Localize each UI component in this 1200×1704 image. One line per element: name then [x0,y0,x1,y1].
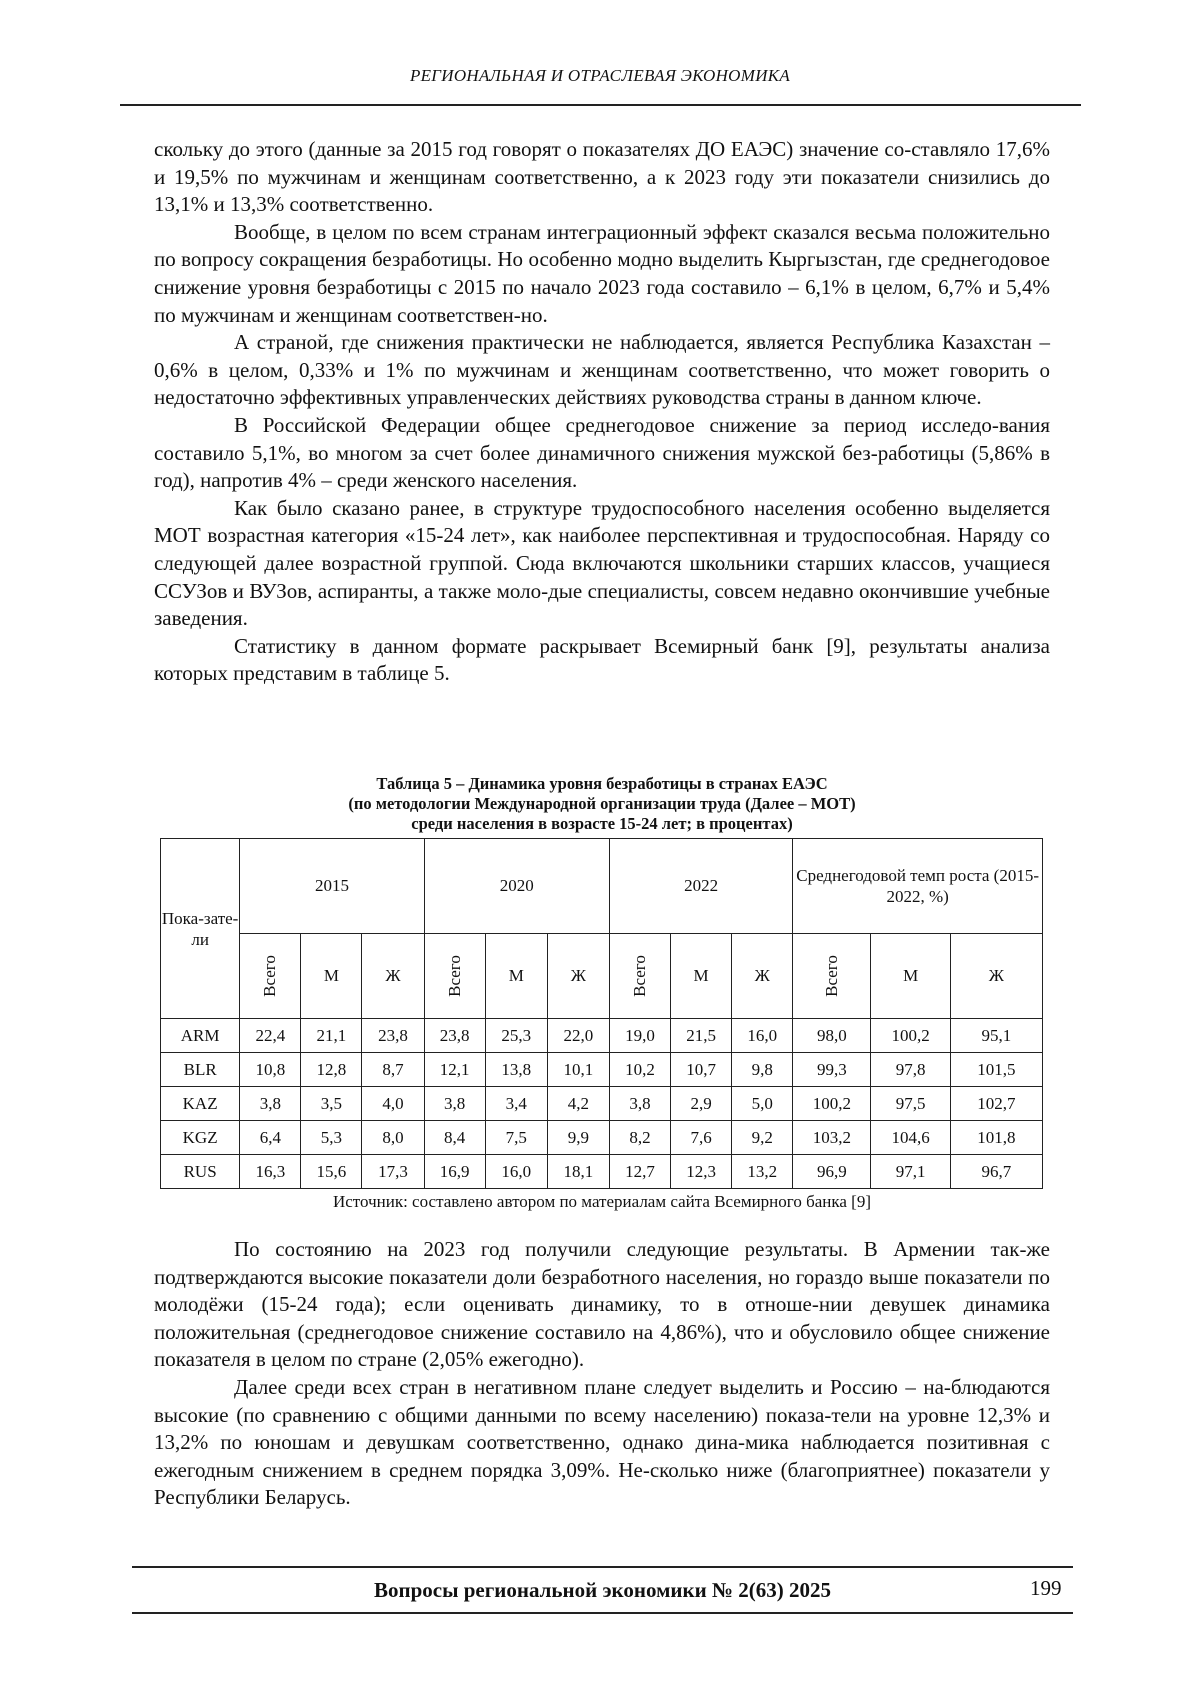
table-row [161,1053,1043,1087]
value-cell: 8,0 [362,1121,424,1155]
value-cell: 12,7 [610,1155,671,1189]
footer-rule [132,1612,1073,1614]
value-cell: 19,0 [610,1019,671,1053]
value-cell: 16,3 [240,1155,301,1189]
country-cell: BLR [161,1053,240,1087]
value-cell: 18,1 [547,1155,609,1189]
journal-title: Вопросы региональной экономики № 2(63) 2025 [373,1578,832,1602]
value-cell: 4,0 [362,1087,424,1121]
value-cell: 2,9 [671,1087,732,1121]
value-cell: 21,1 [301,1019,362,1053]
value-cell: 3,5 [301,1087,362,1121]
value-cell: 102,7 [950,1087,1042,1121]
table-row [161,1121,1043,1155]
value-cell: 103,2 [793,1121,871,1155]
country-cell: KGZ [161,1121,240,1155]
value-cell: 97,8 [871,1053,950,1087]
sub-header-male: М [871,934,950,1019]
sub-header-male: М [301,934,362,1019]
value-cell: 15,6 [301,1155,362,1189]
value-cell: 99,3 [793,1053,871,1087]
value-cell: 9,2 [732,1121,793,1155]
value-cell: 9,9 [547,1121,609,1155]
running-header: РЕГИОНАЛЬНАЯ И ОТРАСЛЕВАЯ ЭКОНОМИКА [409,66,791,85]
country-cell: ARM [161,1019,240,1053]
table-caption-line: среди населения в возрасте 15-24 лет; в процентах) [411,814,793,833]
value-cell: 95,1 [950,1019,1042,1053]
value-cell: 16,0 [485,1155,547,1189]
paragraph: Как было сказано ранее, в структуре трудоспособного населения особенно выделяется МОТ возрастная категория «15-24 лет», как наиболее перспективная и трудоспособная. Наряду со следующей далее возрастной группой. Сюда включаются школьники старших классов, учащиеся ССУЗов и ВУЗов, аспиранты, а также моло-дые специалисты, совсем недавно окончившие учебные заведения. [154,495,1050,631]
value-cell: 22,0 [547,1019,609,1053]
value-cell: 7,6 [671,1121,732,1155]
table-caption-line: Таблица 5 – Динамика уровня безработицы в странах ЕАЭС [376,774,828,793]
value-cell: 6,4 [240,1121,301,1155]
value-cell: 3,8 [610,1087,671,1121]
value-cell: 17,3 [362,1155,424,1189]
value-cell: 21,5 [671,1019,732,1053]
sub-header-female: Ж [732,934,793,1019]
year-header: 2015 [240,839,424,934]
value-cell: 3,8 [240,1087,301,1121]
value-cell: 101,5 [950,1053,1042,1087]
paragraph: Далее среди всех стран в негативном плане следует выделить и Россию – на-блюдаются высокие (по сравнению с общими данными по всему населению) показа-тели на уровне 12,3% и 13,2% по юношам и девушкам соответственно, однако дина-мика наблюдается позитивная с ежегодным снижением в среднем порядка 3,09%. Не-сколько ниже (благоприятнее) показатели у Республики Беларусь. [154,1374,1050,1510]
value-cell: 23,8 [424,1019,485,1053]
value-cell: 16,0 [732,1019,793,1053]
growth-header: Среднегодовой темп роста (2015-2022, %) [793,839,1043,934]
value-cell: 9,8 [732,1053,793,1087]
value-cell: 22,4 [240,1019,301,1053]
value-cell: 10,7 [671,1053,732,1087]
paragraph: Вообще, в целом по всем странам интеграционный эффект сказался весьма положительно по вопросу сокращения безработицы. Но особенно модно выделить Кыргызстан, где среднегодовое снижение уровня безработицы с 2015 по начало 2023 года составило – 6,1% в целом, 6,7% и 5,4% по мужчинам и женщинам соответствен-но. [154,219,1050,327]
value-cell: 97,1 [871,1155,950,1189]
value-cell: 10,2 [610,1053,671,1087]
value-cell: 3,4 [485,1087,547,1121]
value-cell: 3,8 [424,1087,485,1121]
sub-header-all: Всего [424,934,485,1019]
header-rule [120,104,1081,106]
value-cell: 101,8 [950,1121,1042,1155]
sub-header-male: М [671,934,732,1019]
table-row [161,1155,1043,1189]
value-cell: 13,8 [485,1053,547,1087]
value-cell: 96,9 [793,1155,871,1189]
paragraph: Статистику в данном формате раскрывает Всемирный банк [9], результаты анализа которых представим в таблице 5. [154,633,1050,686]
value-cell: 12,3 [671,1155,732,1189]
table-caption [154,774,1050,834]
value-cell: 4,2 [547,1087,609,1121]
value-cell: 12,1 [424,1053,485,1087]
sub-header-all: Всего [240,934,301,1019]
value-cell: 5,0 [732,1087,793,1121]
value-cell: 8,7 [362,1053,424,1087]
footer-rule [132,1566,1073,1568]
value-cell: 100,2 [793,1087,871,1121]
sub-header-all: Всего [793,934,871,1019]
body-text-bottom [154,1236,1050,1512]
country-cell: RUS [161,1155,240,1189]
year-header: 2020 [424,839,609,934]
table-source-note: Источник: составлено автором по материалам сайта Всемирного банка [9] [332,1192,871,1211]
value-cell: 10,1 [547,1053,609,1087]
page-number: 199 [1030,1576,1062,1600]
sub-header-female: Ж [950,934,1042,1019]
value-cell: 98,0 [793,1019,871,1053]
body-text-top [154,136,1050,688]
value-cell: 16,9 [424,1155,485,1189]
value-cell: 25,3 [485,1019,547,1053]
table-row [161,1019,1043,1053]
year-header: 2022 [610,839,793,934]
paragraph: В Российской Федерации общее среднегодовое снижение за период исследо-вания составило 5,1%, во многом за счет более динамичного снижения мужской без-работицы (5,86% в год), напротив 4% – среди женского населения. [154,412,1050,493]
country-cell: KAZ [161,1087,240,1121]
sub-header-male: М [485,934,547,1019]
paragraph: А страной, где снижения практически не наблюдается, является Республика Казахстан – 0,6% в целом, 0,33% и 1% по мужчинам и женщинам соответственно, что может говорить о недостаточно эффективных управленческих действиях руководства страны в данном ключе. [154,330,1050,410]
value-cell: 104,6 [871,1121,950,1155]
sub-header-female: Ж [362,934,424,1019]
sub-header-female: Ж [547,934,609,1019]
value-cell: 12,8 [301,1053,362,1087]
table-caption-line: (по методологии Международной организации труда (Далее – МОТ) [348,794,856,813]
value-cell: 97,5 [871,1087,950,1121]
value-cell: 13,2 [732,1155,793,1189]
value-cell: 7,5 [485,1121,547,1155]
paragraph: скольку до этого (данные за 2015 год говорят о показателях ДО ЕАЭС) значение со-ставляло 17,6% и 19,5% по мужчинам и женщинам соответственно, а к 2023 году эти показатели снизились до 13,1% и 13,3% соответственно. [154,137,1050,217]
table-row [161,1087,1043,1121]
value-cell: 8,2 [610,1121,671,1155]
value-cell: 23,8 [362,1019,424,1053]
paragraph: По состоянию на 2023 год получили следующие результаты. В Армении так-же подтверждаются высокие показатели доли безработного населения, но гораздо выше показатели по молодёжи (15-24 года); если оценивать динамику, то в отноше-нии девушек динамика положительная (среднегодовое снижение составило на 4,86%), что и обусловило общее снижение показателя в целом по стране (2,05% ежегодно). [154,1237,1050,1372]
value-cell: 96,7 [950,1155,1042,1189]
row-header-label: Пока-зате-ли [161,839,240,1019]
value-cell: 5,3 [301,1121,362,1155]
value-cell: 10,8 [240,1053,301,1087]
unemployment-table [160,838,1043,1189]
sub-header-all: Всего [610,934,671,1019]
value-cell: 8,4 [424,1121,485,1155]
value-cell: 100,2 [871,1019,950,1053]
